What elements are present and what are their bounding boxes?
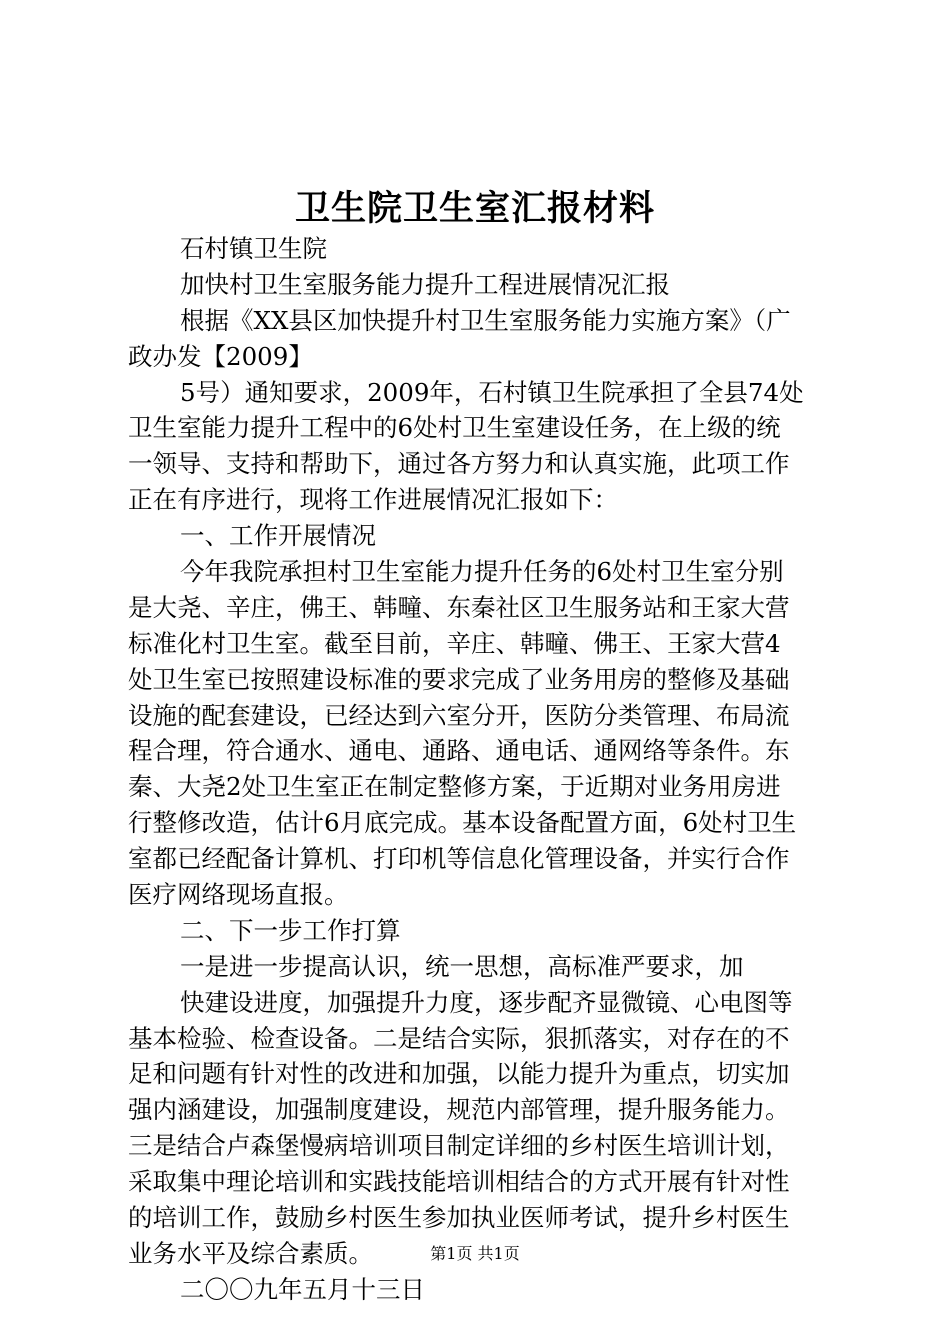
text-line: 是大尧、辛庄，佛王、韩疃、东秦社区卫生服务站和王家大营 <box>128 592 790 622</box>
text-line: 根据《XX县区加快提升村卫生室服务能力实施方案》（广 <box>180 305 791 335</box>
text-line: 处卫生室已按照建设标准的要求完成了业务用房的整修及基础 <box>128 664 790 694</box>
text-line: 室都已经配备计算机、打印机等信息化管理设备，并实行合作 <box>128 844 790 874</box>
text-line: 基本检验、检查设备。二是结合实际，狠抓落实，对存在的不 <box>128 1023 790 1053</box>
text-line: 标准化村卫生室。截至目前，辛庄、韩疃、佛王、王家大营4 <box>128 628 781 658</box>
text-line: 二、下一步工作打算 <box>180 915 401 945</box>
text-line: 二〇〇九年五月十三日 <box>180 1274 425 1304</box>
document-title: 卫生院卫生室汇报材料 <box>294 188 655 229</box>
text-line: 一领导、支持和帮助下，通过各方努力和认真实施，此项工作 <box>128 449 790 479</box>
text-line: 三是结合卢森堡慢病培训项目制定详细的乡村医生培训计划， <box>128 1131 790 1161</box>
text-line: 业务水平及综合素质。 <box>128 1238 373 1268</box>
text-line: 今年我院承担村卫生室能力提升任务的6处村卫生室分别 <box>180 557 784 587</box>
text-line: 政办发【2009】 <box>128 341 313 371</box>
text-line: 5号）通知要求，2009年，石村镇卫生院承担了全县74处 <box>180 377 804 407</box>
text-line: 行整修改造，估计6月底完成。基本设备配置方面，6处村卫生 <box>128 808 797 838</box>
document-body <box>128 231 828 1308</box>
text-line: 医疗网络现场直报。 <box>128 880 349 910</box>
text-line: 的培训工作，鼓励乡村医生参加执业医师考试，提升乡村医生 <box>128 1203 790 1233</box>
page-footer: 第1页 共1页 <box>430 1244 520 1263</box>
text-line: 设施的配套建设，已经达到六室分开，医防分类管理、布局流 <box>128 700 790 730</box>
text-line: 卫生室能力提升工程中的6处村卫生室建设任务，在上级的统 <box>128 413 781 443</box>
text-line: 石村镇卫生院 <box>180 234 327 263</box>
text-line: 一、工作开展情况 <box>180 521 376 551</box>
text-line: 足和问题有针对性的改进和加强，以能力提升为重点，切实加 <box>128 1059 790 1089</box>
text-line: 加快村卫生室服务能力提升工程进展情况汇报 <box>180 269 670 299</box>
text-line: 一是进一步提高认识，统一思想，高标准严要求，加 <box>180 951 744 981</box>
text-line: 强内涵建设，加强制度建设，规范内部管理，提升服务能力。 <box>128 1095 790 1125</box>
text-line: 秦、大尧2处卫生室正在制定整修方案，于近期对业务用房进 <box>128 772 781 802</box>
text-line: 正在有序进行，现将工作进展情况汇报如下： <box>128 485 618 515</box>
text-line: 快建设进度，加强提升力度，逐步配齐显微镜、心电图等 <box>180 987 793 1017</box>
text-line: 采取集中理论培训和实践技能培训相结合的方式开展有针对性 <box>128 1167 790 1197</box>
text-line: 程合理，符合通水、通电、通路、通电话、通网络等条件。东 <box>128 736 790 766</box>
